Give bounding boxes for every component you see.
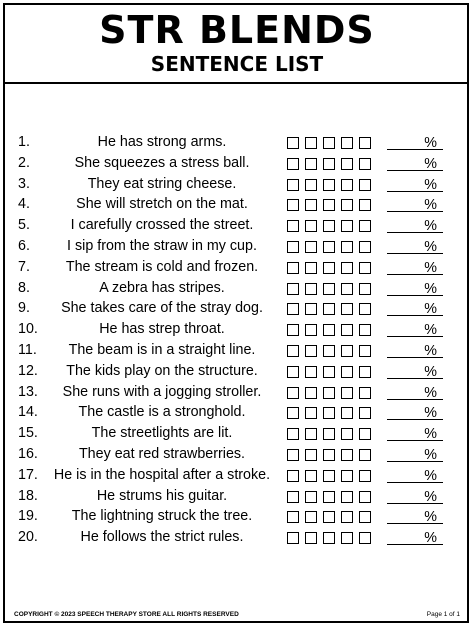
score-percent-field[interactable]: % — [387, 363, 443, 379]
trial-checkboxes — [287, 366, 371, 378]
trial-checkbox[interactable] — [287, 137, 299, 149]
trial-checkbox[interactable] — [305, 532, 317, 544]
sentence-text: She squeezes a stress ball. — [74, 154, 250, 171]
trial-checkboxes — [287, 407, 371, 419]
trial-checkboxes — [287, 324, 371, 336]
trial-checkbox[interactable] — [359, 199, 371, 211]
trial-checkbox[interactable] — [341, 470, 353, 482]
trial-checkbox[interactable] — [287, 199, 299, 211]
trial-checkbox[interactable] — [341, 137, 353, 149]
trial-checkbox[interactable] — [287, 345, 299, 357]
trial-checkbox[interactable] — [341, 241, 353, 253]
trial-checkbox[interactable] — [305, 262, 317, 274]
trial-checkbox[interactable] — [359, 262, 371, 274]
score-percent-field[interactable]: % — [387, 280, 443, 296]
page-title: STR BLENDS — [99, 8, 375, 52]
score-percent-field[interactable]: % — [387, 134, 443, 150]
sentence-row — [0, 361, 474, 382]
sentence-number: 10. — [18, 321, 38, 338]
sentence-row — [0, 319, 474, 340]
trial-checkbox[interactable] — [323, 449, 335, 461]
sentence-number: 3. — [18, 175, 30, 192]
trial-checkbox[interactable] — [341, 407, 353, 419]
sentence-row — [0, 423, 474, 444]
trial-checkbox[interactable] — [287, 407, 299, 419]
trial-checkbox[interactable] — [341, 158, 353, 170]
sentence-number: 5. — [18, 217, 30, 234]
sentence-row — [0, 465, 474, 486]
sentence-number: 14. — [18, 404, 38, 421]
trial-checkbox[interactable] — [305, 158, 317, 170]
trial-checkboxes — [287, 532, 371, 544]
trial-checkbox[interactable] — [305, 241, 317, 253]
trial-checkboxes — [287, 511, 371, 523]
sentence-text: He follows the strict rules. — [80, 529, 244, 546]
trial-checkbox[interactable] — [341, 220, 353, 232]
trial-checkbox[interactable] — [323, 428, 335, 440]
trial-checkbox[interactable] — [341, 511, 353, 523]
trial-checkbox[interactable] — [341, 366, 353, 378]
sentence-row — [0, 486, 474, 507]
sentence-row — [0, 194, 474, 215]
trial-checkbox[interactable] — [287, 324, 299, 336]
sentence-number: 6. — [18, 237, 30, 254]
trial-checkbox[interactable] — [359, 366, 371, 378]
score-percent-field[interactable]: % — [387, 384, 443, 400]
score-percent-field[interactable]: % — [387, 508, 443, 524]
sentence-number: 2. — [18, 154, 30, 171]
trial-checkbox[interactable] — [359, 470, 371, 482]
sentence-text: She will stretch on the mat. — [76, 196, 248, 213]
sentence-row — [0, 132, 474, 153]
sentence-text: A zebra has stripes. — [99, 279, 225, 296]
copyright-text: COPYRIGHT © 2023 SPEECH THERAPY STORE ALL RIGHTS RESERVED — [14, 611, 239, 618]
trial-checkbox[interactable] — [359, 532, 371, 544]
trial-checkbox[interactable] — [287, 366, 299, 378]
trial-checkbox[interactable] — [287, 511, 299, 523]
sentence-list — [0, 132, 474, 548]
sentence-number: 8. — [18, 279, 30, 296]
trial-checkbox[interactable] — [287, 428, 299, 440]
trial-checkbox[interactable] — [341, 303, 353, 315]
trial-checkbox[interactable] — [359, 283, 371, 295]
trial-checkboxes — [287, 283, 371, 295]
trial-checkbox[interactable] — [323, 366, 335, 378]
trial-checkbox[interactable] — [323, 532, 335, 544]
sentence-row — [0, 215, 474, 236]
header-divider — [5, 82, 469, 84]
page-number: Page 1 of 1 — [426, 611, 460, 618]
sentence-text: I sip from the straw in my cup. — [67, 237, 257, 254]
sentence-text: They eat red strawberries. — [78, 445, 246, 462]
trial-checkboxes — [287, 303, 371, 315]
trial-checkboxes — [287, 137, 371, 149]
trial-checkbox[interactable] — [305, 491, 317, 503]
score-percent-field[interactable]: % — [387, 300, 443, 316]
trial-checkbox[interactable] — [323, 158, 335, 170]
sentence-text: She takes care of the stray dog. — [61, 300, 263, 317]
trial-checkbox[interactable] — [341, 283, 353, 295]
trial-checkbox[interactable] — [287, 241, 299, 253]
trial-checkbox[interactable] — [323, 199, 335, 211]
trial-checkbox[interactable] — [287, 303, 299, 315]
trial-checkbox[interactable] — [287, 449, 299, 461]
trial-checkbox[interactable] — [323, 470, 335, 482]
trial-checkboxes — [287, 470, 371, 482]
trial-checkbox[interactable] — [305, 366, 317, 378]
score-percent-field[interactable]: % — [387, 259, 443, 275]
sentence-row — [0, 298, 474, 319]
score-percent-field[interactable]: % — [387, 217, 443, 233]
score-percent-field[interactable]: % — [387, 446, 443, 462]
sentence-row — [0, 382, 474, 403]
trial-checkbox[interactable] — [323, 511, 335, 523]
sentence-row — [0, 444, 474, 465]
trial-checkbox[interactable] — [323, 179, 335, 191]
sentence-row — [0, 340, 474, 361]
trial-checkbox[interactable] — [323, 387, 335, 399]
trial-checkbox[interactable] — [323, 303, 335, 315]
trial-checkbox[interactable] — [323, 407, 335, 419]
sentence-row — [0, 527, 474, 548]
score-percent-field[interactable]: % — [387, 404, 443, 420]
trial-checkbox[interactable] — [341, 532, 353, 544]
trial-checkbox[interactable] — [287, 158, 299, 170]
trial-checkboxes — [287, 220, 371, 232]
sentence-number: 9. — [18, 300, 30, 317]
trial-checkbox[interactable] — [305, 324, 317, 336]
trial-checkboxes — [287, 199, 371, 211]
sentence-number: 11. — [18, 341, 37, 358]
sentence-number: 4. — [18, 196, 30, 213]
sentence-number: 12. — [18, 362, 38, 379]
trial-checkbox[interactable] — [341, 428, 353, 440]
score-percent-field[interactable]: % — [387, 176, 443, 192]
trial-checkbox[interactable] — [359, 241, 371, 253]
sentence-text: The streetlights are lit. — [91, 425, 233, 442]
sentence-text: He is in the hospital after a stroke. — [53, 466, 271, 483]
trial-checkbox[interactable] — [323, 262, 335, 274]
sentence-text: He has strep throat. — [99, 321, 225, 338]
sentence-text: The beam is in a straight line. — [68, 341, 256, 358]
sentence-number: 18. — [18, 487, 38, 504]
trial-checkbox[interactable] — [341, 324, 353, 336]
trial-checkbox[interactable] — [341, 387, 353, 399]
trial-checkbox[interactable] — [323, 345, 335, 357]
trial-checkbox[interactable] — [305, 137, 317, 149]
trial-checkboxes — [287, 241, 371, 253]
trial-checkbox[interactable] — [341, 345, 353, 357]
trial-checkbox[interactable] — [287, 470, 299, 482]
sentence-text: The kids play on the structure. — [66, 362, 258, 379]
trial-checkbox[interactable] — [305, 387, 317, 399]
sentence-text: He strums his guitar. — [96, 487, 228, 504]
score-percent-field[interactable]: % — [387, 529, 443, 545]
trial-checkbox[interactable] — [359, 303, 371, 315]
trial-checkbox[interactable] — [323, 491, 335, 503]
trial-checkbox[interactable] — [305, 303, 317, 315]
trial-checkbox[interactable] — [323, 137, 335, 149]
score-percent-field[interactable]: % — [387, 321, 443, 337]
trial-checkbox[interactable] — [359, 387, 371, 399]
trial-checkbox[interactable] — [305, 470, 317, 482]
trial-checkbox[interactable] — [359, 449, 371, 461]
trial-checkboxes — [287, 387, 371, 399]
trial-checkboxes — [287, 262, 371, 274]
trial-checkbox[interactable] — [323, 241, 335, 253]
trial-checkboxes — [287, 428, 371, 440]
sentence-text: I carefully crossed the street. — [70, 217, 254, 234]
trial-checkboxes — [287, 449, 371, 461]
trial-checkbox[interactable] — [287, 387, 299, 399]
trial-checkbox[interactable] — [287, 179, 299, 191]
sentence-number: 13. — [18, 383, 38, 400]
trial-checkbox[interactable] — [305, 283, 317, 295]
trial-checkbox[interactable] — [287, 220, 299, 232]
sentence-row — [0, 174, 474, 195]
trial-checkbox[interactable] — [305, 199, 317, 211]
trial-checkbox[interactable] — [341, 179, 353, 191]
trial-checkbox[interactable] — [341, 449, 353, 461]
sentence-text: The stream is cold and frozen. — [65, 258, 259, 275]
score-percent-field[interactable]: % — [387, 467, 443, 483]
trial-checkbox[interactable] — [359, 158, 371, 170]
trial-checkboxes — [287, 158, 371, 170]
trial-checkbox[interactable] — [287, 491, 299, 503]
trial-checkbox[interactable] — [359, 324, 371, 336]
sentence-number: 15. — [18, 425, 38, 442]
score-percent-field[interactable]: % — [387, 155, 443, 171]
score-percent-field[interactable]: % — [387, 238, 443, 254]
trial-checkbox[interactable] — [305, 345, 317, 357]
trial-checkbox[interactable] — [323, 283, 335, 295]
trial-checkboxes — [287, 491, 371, 503]
sentence-number: 16. — [18, 445, 38, 462]
sentence-row — [0, 506, 474, 527]
trial-checkbox[interactable] — [305, 220, 317, 232]
trial-checkbox[interactable] — [359, 137, 371, 149]
trial-checkbox[interactable] — [359, 511, 371, 523]
sentence-number: 7. — [18, 258, 30, 275]
sentence-text: The castle is a stronghold. — [78, 404, 246, 421]
trial-checkbox[interactable] — [359, 179, 371, 191]
trial-checkbox[interactable] — [359, 345, 371, 357]
trial-checkboxes — [287, 179, 371, 191]
trial-checkbox[interactable] — [341, 491, 353, 503]
score-percent-field[interactable]: % — [387, 488, 443, 504]
sentence-text: The lightning struck the tree. — [71, 508, 253, 525]
sentence-row — [0, 153, 474, 174]
trial-checkboxes — [287, 345, 371, 357]
sentence-number: 17. — [18, 466, 38, 483]
sentence-row — [0, 257, 474, 278]
sentence-text: They eat string cheese. — [87, 175, 237, 192]
sentence-number: 1. — [18, 134, 30, 150]
trial-checkbox[interactable] — [323, 220, 335, 232]
page-subtitle: SENTENCE LIST — [150, 52, 324, 76]
trial-checkbox[interactable] — [359, 491, 371, 503]
trial-checkbox[interactable] — [323, 324, 335, 336]
sentence-row — [0, 278, 474, 299]
trial-checkbox[interactable] — [287, 262, 299, 274]
sentence-number: 19. — [18, 508, 38, 525]
trial-checkbox[interactable] — [287, 532, 299, 544]
trial-checkbox[interactable] — [287, 283, 299, 295]
trial-checkbox[interactable] — [305, 449, 317, 461]
trial-checkbox[interactable] — [359, 407, 371, 419]
score-percent-field[interactable]: % — [387, 196, 443, 212]
trial-checkbox[interactable] — [341, 199, 353, 211]
sentence-text: He has strong arms. — [97, 134, 227, 150]
sentence-text: She runs with a jogging stroller. — [62, 383, 262, 400]
sentence-row — [0, 402, 474, 423]
sentence-row — [0, 236, 474, 257]
score-percent-field[interactable]: % — [387, 342, 443, 358]
trial-checkbox[interactable] — [359, 428, 371, 440]
trial-checkbox[interactable] — [305, 428, 317, 440]
score-percent-field[interactable]: % — [387, 425, 443, 441]
trial-checkbox[interactable] — [359, 220, 371, 232]
trial-checkbox[interactable] — [305, 407, 317, 419]
trial-checkbox[interactable] — [305, 511, 317, 523]
trial-checkbox[interactable] — [305, 179, 317, 191]
trial-checkbox[interactable] — [341, 262, 353, 274]
sentence-number: 20. — [18, 529, 38, 546]
